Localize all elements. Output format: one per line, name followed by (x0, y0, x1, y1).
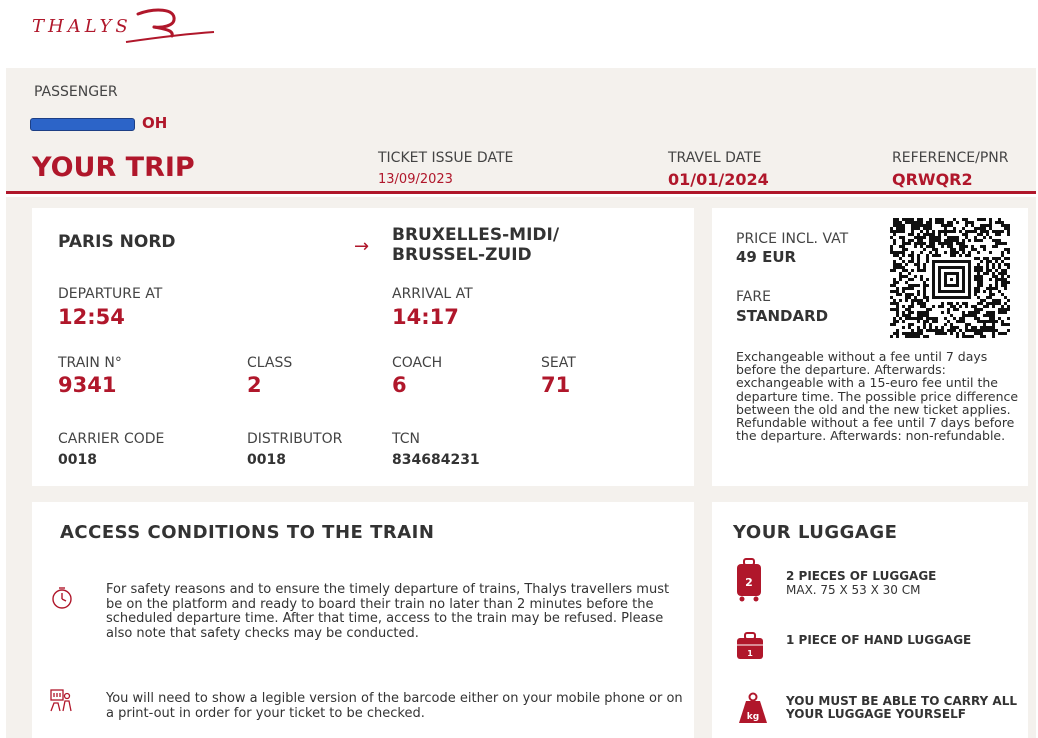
luggage-item2-title: 1 PIECE OF HAND LUGGAGE (786, 633, 972, 647)
tcn-label: TCN (392, 431, 420, 447)
trip-details-panel (32, 208, 694, 486)
distributor-value: 0018 (247, 452, 286, 468)
train-number: 9341 (58, 373, 117, 397)
arrival-time: 14:17 (392, 305, 459, 329)
your-trip-heading: YOUR TRIP (32, 152, 195, 183)
distributor-label: DISTRIBUTOR (247, 431, 343, 447)
barcode-modules (890, 218, 1010, 338)
route-arrow-icon: → (354, 236, 370, 257)
luggage-item3-line1: YOU MUST BE ABLE TO CARRY ALL (786, 694, 1017, 708)
price-label: PRICE INCL. VAT (736, 231, 849, 247)
luggage-item1-title: 2 PIECES OF LUGGAGE (786, 569, 937, 583)
stopwatch-icon (50, 586, 74, 610)
qr-code-icon (890, 218, 1010, 338)
class-label: CLASS (247, 355, 293, 371)
price-value: 49 EUR (736, 248, 797, 266)
passenger-name: OH (142, 114, 168, 132)
seat-value: 71 (541, 373, 571, 397)
origin-station: PARIS NORD (58, 232, 176, 252)
seat-label: SEAT (541, 355, 576, 371)
access-item-barcode: You will need to show a legible version of the barcode either on your mobile phone or on a print-out in order for your ticket to be checked. (106, 691, 683, 721)
passenger-label: PASSENGER (34, 84, 118, 100)
fare-label: FARE (736, 289, 771, 305)
weight-badge: kg (746, 712, 760, 722)
luggage-item1-dimensions: MAX. 75 X 53 X 30 CM (786, 583, 921, 597)
access-conditions-panel (32, 502, 694, 738)
weight-icon (738, 692, 768, 724)
price-panel (712, 208, 1028, 486)
logo-swoosh-icon (124, 6, 216, 46)
departure-label: DEPARTURE AT (58, 286, 163, 302)
issue-date-label: TICKET ISSUE DATE (378, 150, 514, 166)
logo-wordmark: THALYS (32, 16, 132, 37)
issue-date-value: 13/09/2023 (378, 172, 453, 187)
coach-label: COACH (392, 355, 443, 371)
carrier-code-value: 0018 (58, 452, 97, 468)
luggage-count-badge: 2 (745, 576, 753, 589)
fare-value: STANDARD (736, 307, 829, 325)
luggage-panel (712, 502, 1028, 738)
carrier-code-label: CARRIER CODE (58, 431, 165, 447)
suitcase-icon (736, 558, 762, 602)
luggage-item3-line2: YOUR LUGGAGE YOURSELF (786, 707, 966, 721)
coach-value: 6 (392, 373, 407, 397)
train-number-label: TRAIN N° (58, 355, 122, 371)
access-item-boarding-time: For safety reasons and to ensure the timely departure of trains, Thalys travellers must be on the platform and ready to board their train no later than 2 minutes before the scheduled departure time. After that time, access to the train may be refused. Please also note that safety checks may be conducted. (106, 582, 670, 641)
access-conditions-title: ACCESS CONDITIONS TO THE TRAIN (60, 522, 435, 543)
reference-value: QRWQR2 (892, 170, 973, 189)
ticket-check-icon (48, 687, 74, 713)
hand-luggage-icon (736, 632, 764, 660)
class-value: 2 (247, 373, 262, 397)
ticket-header-band (6, 68, 1036, 194)
destination-station-line2: BRUSSEL-ZUID (392, 245, 532, 265)
reference-label: REFERENCE/PNR (892, 150, 1009, 166)
hand-luggage-badge: 1 (747, 649, 753, 658)
tcn-value: 834684231 (392, 452, 480, 468)
departure-time: 12:54 (58, 305, 125, 329)
travel-date-value: 01/01/2024 (668, 170, 769, 189)
arrival-label: ARRIVAL AT (392, 286, 473, 302)
redacted-passenger-name (30, 118, 135, 131)
luggage-title: YOUR LUGGAGE (733, 522, 898, 543)
fare-conditions: Exchangeable without a fee until 7 days before the departure. Afterwards: exchangeable with a 15-euro fee until the departure time. The possible price difference between the old and the new ticket applies. Refundable without a fee until 7 days before the departure. Afterwards: non-refundable. (736, 349, 1019, 444)
destination-station-line1: BRUXELLES-MIDI/ (392, 225, 560, 245)
travel-date-label: TRAVEL DATE (668, 150, 762, 166)
